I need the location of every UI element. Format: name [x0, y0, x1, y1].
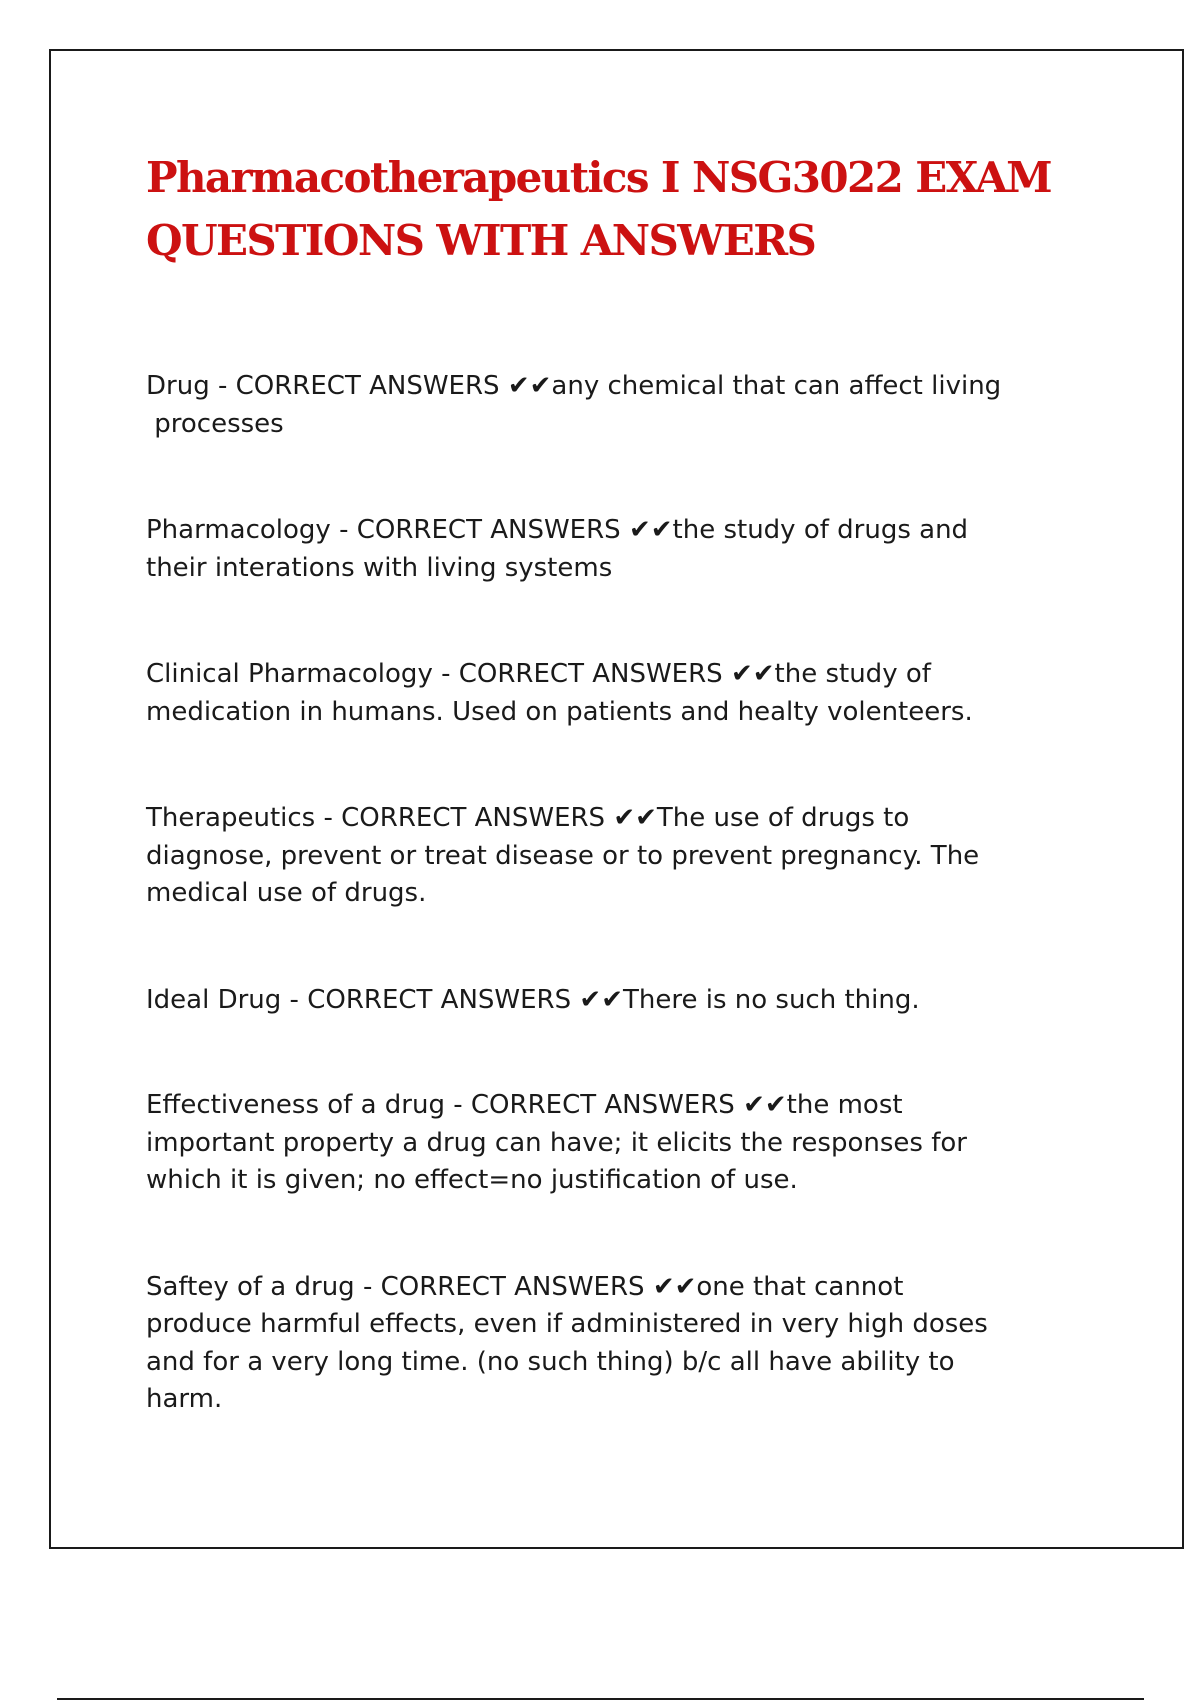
qa-item: Clinical Pharmacology - CORRECT ANSWERS ✔✔the study of medication in humans. Used on patients and healty volenteers.	[146, 659, 973, 727]
qa-answer: There is no such thing.	[622, 984, 920, 1015]
double-check-icon: ✔✔	[730, 659, 775, 689]
qa-list	[146, 368, 1106, 1488]
answer-marker: CORRECT ANSWERS	[235, 371, 500, 401]
answer-marker: CORRECT ANSWERS	[307, 984, 572, 1015]
qa-term: Saftey of a drug	[146, 1271, 355, 1302]
double-check-icon: ✔✔	[507, 371, 552, 401]
qa-item: Effectiveness of a drug - CORRECT ANSWERS ✔✔the most important property a drug can have; it elicits the responses for which it is given; no effect=no justification of use.	[146, 1090, 967, 1195]
double-check-icon: ✔✔	[579, 984, 623, 1015]
answer-marker: CORRECT ANSWERS	[470, 1090, 735, 1120]
qa-answer: the study of drugs and their interations with living systems	[146, 515, 969, 583]
qa-term: Clinical Pharmacology	[146, 659, 433, 689]
double-check-icon: ✔✔	[652, 1271, 697, 1302]
double-check-icon: ✔✔	[613, 803, 657, 833]
document-title: Pharmacotherapeutics I NSG3022 EXAM QUESTIONS WITH ANSWERS	[146, 153, 1052, 265]
qa-answer: any chemical that can affect living processes	[154, 371, 1002, 439]
qa-term: Ideal Drug	[146, 984, 282, 1015]
qa-answer: the most important property a drug can have; it elicits the responses for which it is given; no effect=no justification of use.	[146, 1090, 967, 1195]
qa-answer: the study of medication in humans. Used on patients and healty volenteers.	[146, 659, 973, 727]
qa-item: Pharmacology - CORRECT ANSWERS ✔✔the study of drugs and their interations with living systems	[146, 515, 969, 583]
qa-item: Ideal Drug - CORRECT ANSWERS ✔✔There is no such thing.	[146, 984, 920, 1015]
qa-term: Effectiveness of a drug	[146, 1090, 445, 1120]
double-check-icon: ✔✔	[628, 515, 673, 545]
answer-marker: CORRECT ANSWERS	[458, 659, 723, 689]
qa-item: Drug - CORRECT ANSWERS ✔✔any chemical that can affect living processes	[146, 371, 1002, 439]
qa-term: Pharmacology	[146, 515, 331, 545]
qa-term: Drug	[146, 371, 210, 401]
qa-answer: one that cannot produce harmful effects, even if administered in very high doses and for a very long time. (no such thing) b/c all have ability to harm.	[146, 1271, 988, 1414]
qa-term: Therapeutics	[146, 803, 316, 833]
double-check-icon: ✔✔	[743, 1090, 787, 1120]
answer-marker: CORRECT ANSWERS	[356, 515, 621, 545]
qa-item: Therapeutics - CORRECT ANSWERS ✔✔The use of drugs to diagnose, prevent or treat disease or to prevent pregnancy. The medical use of drugs.	[146, 803, 980, 908]
qa-answer: The use of drugs to diagnose, prevent or treat disease or to prevent pregnancy. The medical use of drugs.	[146, 803, 980, 908]
answer-marker: CORRECT ANSWERS	[380, 1271, 645, 1302]
answer-marker: CORRECT ANSWERS	[341, 803, 606, 833]
qa-item: Saftey of a drug - CORRECT ANSWERS ✔✔one that cannot produce harmful effects, even if administered in very high doses and for a very long time. (no such thing) b/c all have ability to harm.	[146, 1271, 988, 1414]
